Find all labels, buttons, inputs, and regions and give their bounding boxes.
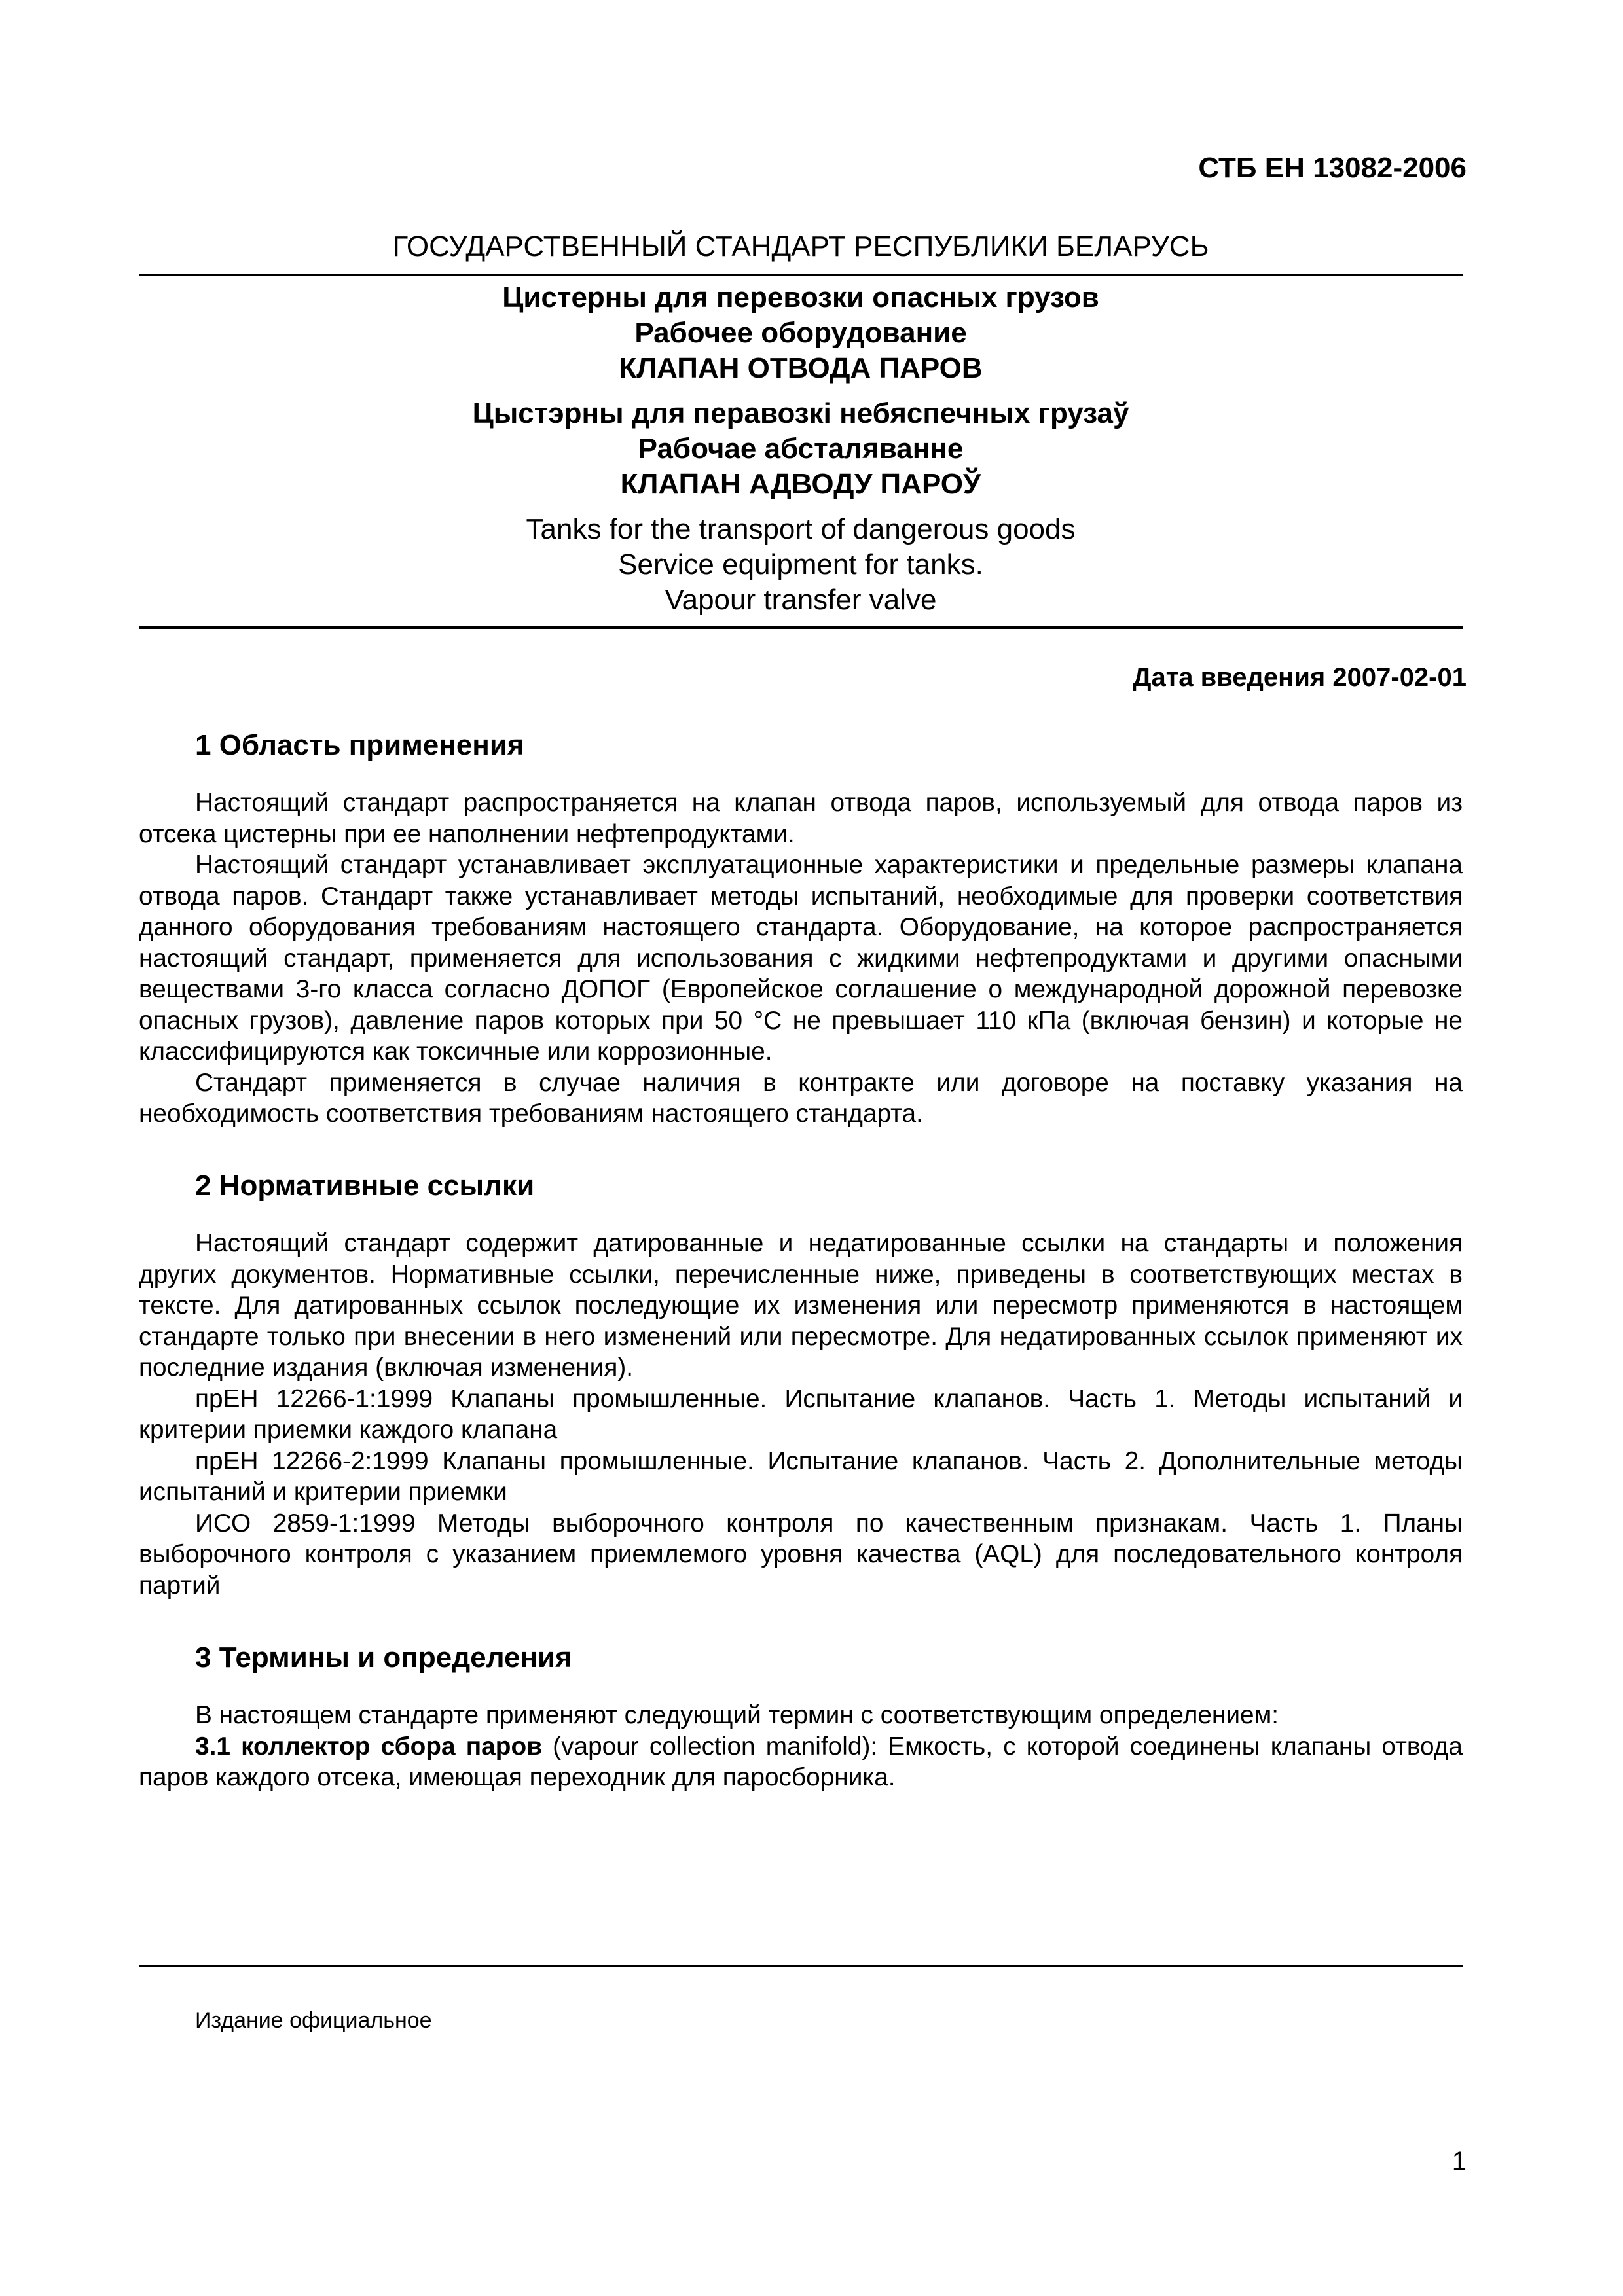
section-3-heading: 3 Термины и определения — [195, 1641, 572, 1674]
state-standard-title: ГОСУДАРСТВЕННЫЙ СТАНДАРТ РЕСПУБЛИКИ БЕЛАРУСЬ — [392, 230, 1209, 262]
page-number: 1 — [1451, 2147, 1467, 2176]
section-1-paragraph-3: Стандарт применяется в случае наличия в контракте или договоре на поставку указания на необходимость соответствия требованиям настоящего стандарта. — [139, 1068, 1463, 1128]
section-2-reference-1: прЕН 12266-1:1999 Клапаны промышленные. Испытание клапанов. Часть 1. Методы испытаний и критерии приемки каждого клапана — [139, 1384, 1463, 1444]
title-ru-line-2: Рабочее оборудование — [634, 317, 967, 349]
section-1-paragraph-2: Настоящий стандарт устанавливает эксплуатационные характеристики и предельные размеры клапана отвода паров. Стандарт также устанавливает методы испытаний, необходимые для проверки соответствия данного оборудования требованиям настоящего стандарта. Оборудование, на которое распространяется настоящий стандарт, применяется для использования с жидкими нефтепродуктами и другими опасными веществами 3-го класса согласно ДОПОГ (Европейское соглашение о международной дорожной перевозке опасных грузов), давление паров которых при 50 °С не превышает 110 кПа (включая бензин) и которые не классифицируются как токсичные или коррозионные. — [139, 851, 1463, 1066]
title-en-line-3: Vapour transfer valve — [665, 584, 937, 616]
title-russian — [139, 280, 1463, 386]
title-ru-line-1: Цистерны для перевозки опасных грузов — [502, 281, 1099, 314]
title-en-line-2: Service equipment for tanks. — [618, 548, 983, 581]
term-text: (vapour collection manifold): Емкость, с которой соединены клапаны отвода паров каждого отсека, имеющая переходник для паросборника. — [139, 1732, 1463, 1791]
section-2-reference-3: ИСО 2859-1:1999 Методы выборочного контроля по качественным признакам. Часть 1. Планы выборочного контроля с указанием приемлемого уровня качества (AQL) для последовательного контроля партий — [139, 1509, 1463, 1600]
official-edition-note: Издание официальное — [195, 2008, 432, 2033]
section-1-body — [139, 787, 1463, 1130]
footer-rule — [139, 1965, 1463, 1967]
introduction-date: Дата введения 2007-02-01 — [1132, 663, 1467, 692]
title-en-line-1: Tanks for the transport of dangerous goods — [526, 513, 1076, 545]
section-2-body — [139, 1228, 1463, 1601]
title-ru-line-3: КЛАПАН ОТВОДА ПАРОВ — [619, 352, 983, 384]
title-be-line-2: Рабочае абсталяванне — [638, 433, 964, 465]
section-3-intro: В настоящем стандарте применяют следующий термин с соответствующим определением: — [195, 1701, 1279, 1729]
section-2-reference-2: прЕН 12266-2:1999 Клапаны промышленные. Испытание клапанов. Часть 2. Дополнительные методы испытаний и критерии приемки — [139, 1446, 1463, 1506]
title-english — [139, 512, 1463, 618]
header-rule — [139, 274, 1463, 276]
section-1-heading: 1 Область применения — [195, 729, 524, 761]
title-be-line-1: Цыстэрны для перавозкі небяспечных грузаў — [472, 397, 1129, 429]
title-belarusian — [139, 396, 1463, 502]
section-2-heading: 2 Нормативные ссылки — [195, 1170, 535, 1202]
section-2-paragraph-1: Настоящий стандарт содержит датированные и недатированные ссылки на стандарты и положения других документов. Нормативные ссылки, перечисленные ниже, приведены в соответствующих местах в тексте. Для датированных ссылок последующие их изменения или пересмотр применяются в настоящем стандарте только при внесении в него изменений или пересмотре. Для недатированных ссылок применяют их последние издания (включая изменения). — [139, 1229, 1463, 1382]
title-rule — [139, 626, 1463, 629]
section-3-body — [139, 1700, 1463, 1793]
document-code: СТБ ЕН 13082-2006 — [1198, 152, 1467, 184]
term-label: 3.1 коллектор сбора паров — [195, 1732, 542, 1761]
section-1-paragraph-1: Настоящий стандарт распространяется на клапан отвода паров, используемый для отвода паров из отсека цистерны при ее наполнении нефтепродуктами. — [139, 789, 1463, 848]
title-be-line-3: КЛАПАН АДВОДУ ПАРОЎ — [620, 468, 981, 500]
section-3-term-definition — [139, 1731, 1463, 1793]
